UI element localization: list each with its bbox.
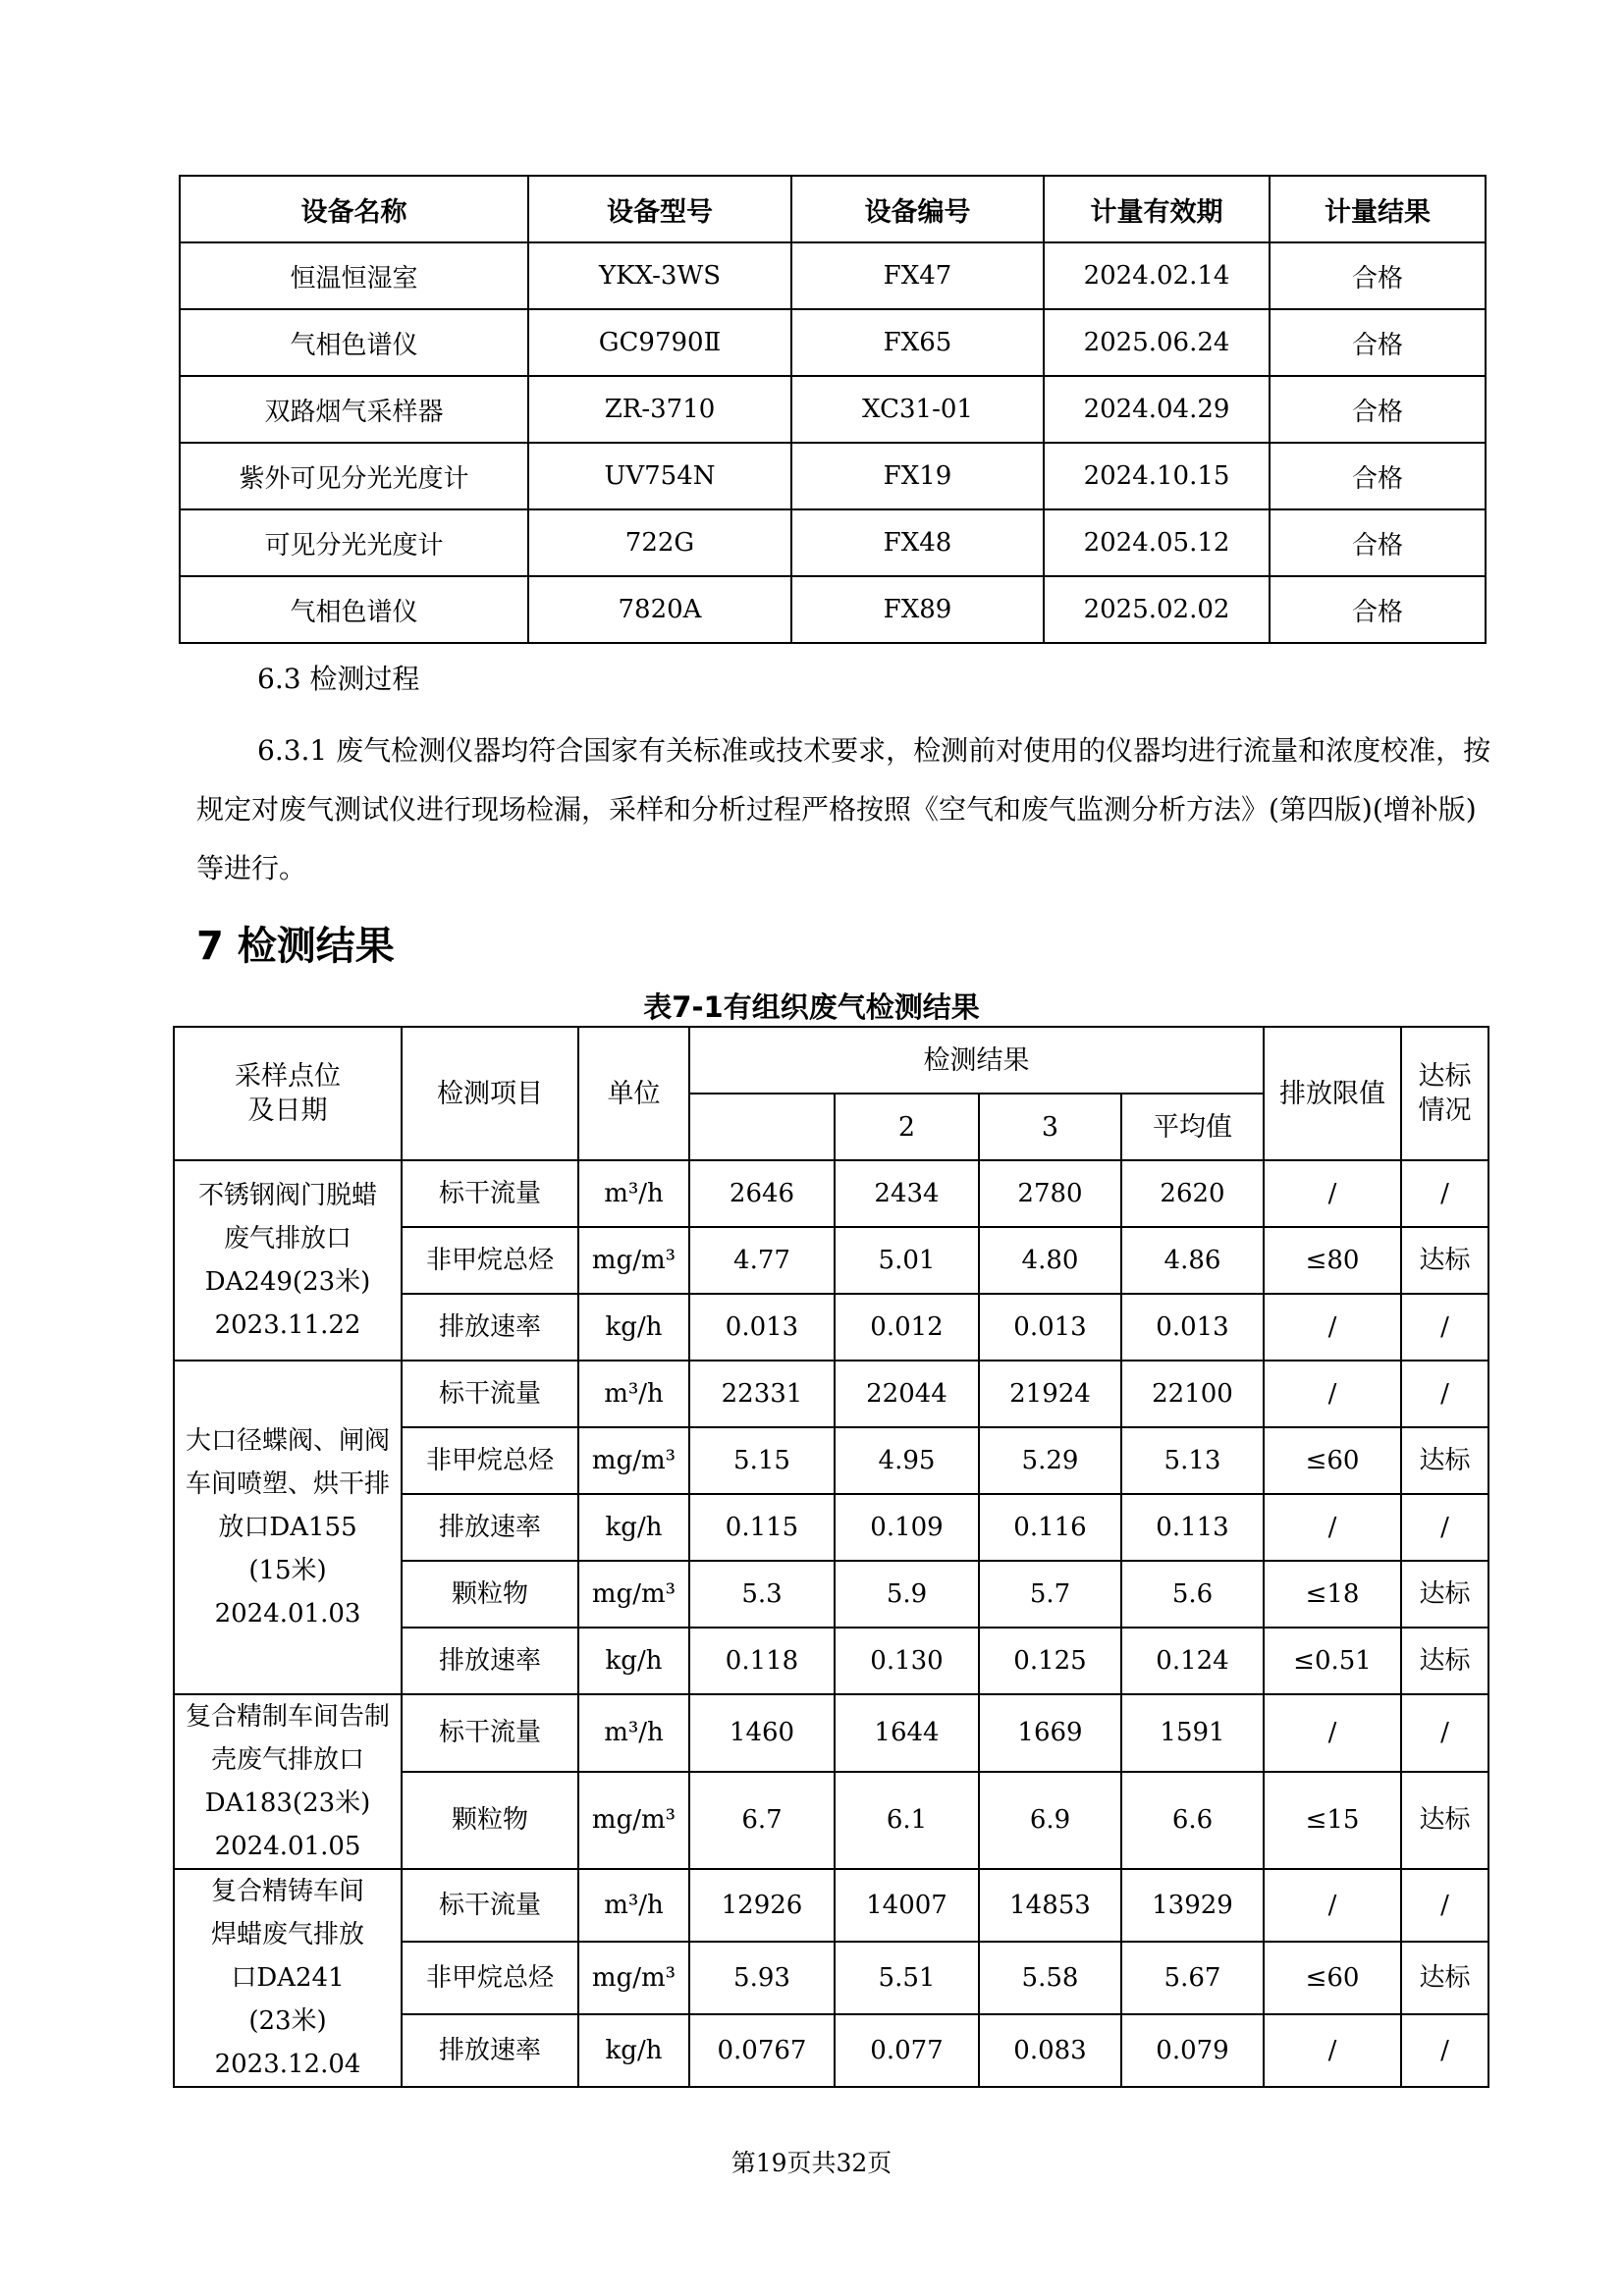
- result-cell: 2434: [835, 1160, 979, 1227]
- result-cell: 6.9: [979, 1772, 1121, 1869]
- item-cell: 标干流量: [402, 1361, 578, 1427]
- result-cell: 2646: [689, 1160, 835, 1227]
- col-header-item: 检测项目: [402, 1027, 578, 1160]
- unit-cell: mg/m³: [578, 1772, 689, 1869]
- sampling-site-line: 2023.12.04: [214, 2050, 361, 2079]
- result-cell: 1644: [835, 1694, 979, 1772]
- result-cell: 21924: [979, 1361, 1121, 1427]
- result-row: [174, 1869, 1488, 1942]
- item-cell: 排放速率: [402, 1494, 578, 1561]
- result-cell: 5.9: [835, 1561, 979, 1628]
- col-header-status: [1401, 1027, 1488, 1160]
- result-cell: 0.013: [979, 1294, 1121, 1361]
- sampling-site-cell: [174, 1869, 402, 2087]
- result-cell: 0.115: [689, 1494, 835, 1561]
- result-cell: 0.125: [979, 1628, 1121, 1694]
- equipment-cell: 2024.02.14: [1044, 242, 1270, 309]
- sampling-site-line: 车间喷塑、烘干排: [185, 1469, 390, 1499]
- result-table-body: [174, 1160, 1488, 2087]
- col-header-calibration-result: 计量结果: [1270, 176, 1486, 242]
- equipment-cell: 合格: [1270, 576, 1486, 643]
- unit-cell: kg/h: [578, 2014, 689, 2087]
- limit-cell: ≤80: [1264, 1227, 1401, 1294]
- col-header-calibration-validity: 计量有效期: [1044, 176, 1270, 242]
- result-row: [174, 1160, 1488, 1227]
- col-header-device-name: 设备名称: [180, 176, 528, 242]
- limit-cell: ≤60: [1264, 1942, 1401, 2014]
- equipment-cell: 恒温恒湿室: [180, 242, 528, 309]
- equipment-cell: 合格: [1270, 509, 1486, 576]
- result-cell: 14007: [835, 1869, 979, 1942]
- equipment-header-row: [180, 176, 1486, 242]
- limit-cell: /: [1264, 1160, 1401, 1227]
- result-cell: 0.118: [689, 1628, 835, 1694]
- result-cell: 0.0767: [689, 2014, 835, 2087]
- status-cell: 达标: [1401, 1772, 1488, 1869]
- average-cell: 0.113: [1121, 1494, 1264, 1561]
- result-header-row-1: [174, 1027, 1488, 1094]
- result-cell: 0.116: [979, 1494, 1121, 1561]
- result-table-title: 表7-1有组织废气检测结果: [643, 990, 980, 1024]
- equipment-cell: GC9790Ⅱ: [528, 309, 791, 376]
- equipment-cell: 双路烟气采样器: [180, 376, 528, 443]
- result-cell: 22044: [835, 1361, 979, 1427]
- page-footer: 第19页共32页: [730, 2149, 893, 2177]
- sampling-site-line: 壳废气排放口: [210, 1745, 364, 1775]
- result-cell: 4.77: [689, 1227, 835, 1294]
- average-cell: 5.6: [1121, 1561, 1264, 1628]
- unit-cell: mg/m³: [578, 1227, 689, 1294]
- item-cell: 标干流量: [402, 1694, 578, 1772]
- result-cell: 4.80: [979, 1227, 1121, 1294]
- equipment-cell: 气相色谱仪: [180, 309, 528, 376]
- item-cell: 非甲烷总烃: [402, 1227, 578, 1294]
- result-cell: 22331: [689, 1361, 835, 1427]
- unit-cell: mg/m³: [578, 1561, 689, 1628]
- equipment-cell: 合格: [1270, 242, 1486, 309]
- sampling-site-line: DA249(23米): [204, 1267, 371, 1297]
- result-cell: 0.077: [835, 2014, 979, 2087]
- equipment-cell: 7820A: [528, 576, 791, 643]
- average-cell: 2620: [1121, 1160, 1264, 1227]
- average-cell: 6.6: [1121, 1772, 1264, 1869]
- col-header-unit: 单位: [578, 1027, 689, 1160]
- status-cell: /: [1401, 2014, 1488, 2087]
- status-cell: 达标: [1401, 1561, 1488, 1628]
- equipment-row: [180, 376, 1486, 443]
- status-cell: 达标: [1401, 1942, 1488, 2014]
- item-cell: 排放速率: [402, 1294, 578, 1361]
- equipment-row: [180, 443, 1486, 509]
- limit-cell: ≤60: [1264, 1427, 1401, 1494]
- result-cell: 6.7: [689, 1772, 835, 1869]
- col-header-device-number: 设备编号: [791, 176, 1044, 242]
- limit-cell: /: [1264, 1294, 1401, 1361]
- limit-cell: ≤0.51: [1264, 1628, 1401, 1694]
- section-paragraph-text: 6.3.1 废气检测仪器均符合国家有关标准或技术要求，检测前对使用的仪器均进行流量和浓度校准，按规定对废气测试仪进行现场检漏，采样和分析过程严格按照《空气和废气监测分析方法》(第四版)(增补版)等进行。: [196, 734, 1491, 884]
- equipment-cell: YKX-3WS: [528, 242, 791, 309]
- result-cell: 14853: [979, 1869, 1121, 1942]
- sub-header-average: 平均值: [1121, 1094, 1264, 1160]
- result-cell: 5.3: [689, 1561, 835, 1628]
- result-cell: 1460: [689, 1694, 835, 1772]
- sampling-site-line: 废气排放口: [223, 1224, 352, 1254]
- sampling-site-line: 焊蜡废气排放: [210, 1920, 364, 1949]
- col-header-limit: 排放限值: [1264, 1027, 1401, 1160]
- section-paragraph: [196, 721, 1492, 898]
- status-cell: 达标: [1401, 1427, 1488, 1494]
- status-cell: 达标: [1401, 1227, 1488, 1294]
- equipment-row: [180, 309, 1486, 376]
- equipment-cell: FX65: [791, 309, 1044, 376]
- average-cell: 0.124: [1121, 1628, 1264, 1694]
- average-cell: 0.079: [1121, 2014, 1264, 2087]
- result-cell: 0.083: [979, 2014, 1121, 2087]
- result-cell: 5.93: [689, 1942, 835, 2014]
- result-cell: 6.1: [835, 1772, 979, 1869]
- equipment-cell: XC31-01: [791, 376, 1044, 443]
- sampling-site-line: 2024.01.03: [214, 1599, 361, 1629]
- status-cell: 达标: [1401, 1628, 1488, 1694]
- result-cell: 5.29: [979, 1427, 1121, 1494]
- status-cell: /: [1401, 1494, 1488, 1561]
- item-cell: 颗粒物: [402, 1772, 578, 1869]
- result-cell: 5.58: [979, 1942, 1121, 2014]
- result-cell: 0.130: [835, 1628, 979, 1694]
- result-cell: 5.51: [835, 1942, 979, 2014]
- sampling-site-line: 大口径蝶阀、闸阀: [185, 1426, 390, 1456]
- equipment-cell: 2024.10.15: [1044, 443, 1270, 509]
- limit-cell: /: [1264, 1494, 1401, 1561]
- item-cell: 排放速率: [402, 1628, 578, 1694]
- status-cell: /: [1401, 1694, 1488, 1772]
- unit-cell: kg/h: [578, 1294, 689, 1361]
- unit-cell: mg/m³: [578, 1942, 689, 2014]
- limit-cell: /: [1264, 2014, 1401, 2087]
- unit-cell: kg/h: [578, 1494, 689, 1561]
- unit-cell: mg/m³: [578, 1427, 689, 1494]
- unit-cell: kg/h: [578, 1628, 689, 1694]
- equipment-cell: 2025.06.24: [1044, 309, 1270, 376]
- result-cell: 0.012: [835, 1294, 979, 1361]
- limit-cell: /: [1264, 1361, 1401, 1427]
- sampling-site-line: (23米): [248, 2006, 327, 2036]
- equipment-cell: FX19: [791, 443, 1044, 509]
- average-cell: 22100: [1121, 1361, 1264, 1427]
- sampling-site-line: 放口DA155: [218, 1513, 357, 1542]
- unit-cell: m³/h: [578, 1694, 689, 1772]
- sub-header-2: 2: [835, 1094, 979, 1160]
- chapter-heading-7: 7 检测结果: [196, 924, 395, 969]
- equipment-cell: 合格: [1270, 376, 1486, 443]
- unit-cell: m³/h: [578, 1869, 689, 1942]
- item-cell: 非甲烷总烃: [402, 1942, 578, 2014]
- average-cell: 4.86: [1121, 1227, 1264, 1294]
- sub-header-3: 3: [979, 1094, 1121, 1160]
- status-cell: /: [1401, 1294, 1488, 1361]
- result-cell: 12926: [689, 1869, 835, 1942]
- equipment-cell: 紫外可见分光光度计: [180, 443, 528, 509]
- result-cell: 0.013: [689, 1294, 835, 1361]
- equipment-cell: 2024.05.12: [1044, 509, 1270, 576]
- equipment-row: [180, 576, 1486, 643]
- equipment-cell: 2025.02.02: [1044, 576, 1270, 643]
- unit-cell: m³/h: [578, 1361, 689, 1427]
- limit-cell: /: [1264, 1869, 1401, 1942]
- status-cell: /: [1401, 1869, 1488, 1942]
- status-header-line-1: 达标: [1418, 1061, 1472, 1092]
- status-cell: /: [1401, 1160, 1488, 1227]
- sub-header-1: [689, 1094, 835, 1160]
- sampling-site-cell: [174, 1160, 402, 1361]
- equipment-cell: UV754N: [528, 443, 791, 509]
- sampling-site-line: 不锈钢阀门脱蜡: [197, 1181, 377, 1210]
- site-header-line-1: 采样点位: [235, 1061, 341, 1092]
- equipment-cell: FX48: [791, 509, 1044, 576]
- average-cell: 5.67: [1121, 1942, 1264, 2014]
- unit-cell: m³/h: [578, 1160, 689, 1227]
- col-header-site: [174, 1027, 402, 1160]
- equipment-table-body: [180, 242, 1486, 643]
- result-cell: 0.109: [835, 1494, 979, 1561]
- sampling-site-cell: [174, 1361, 402, 1694]
- equipment-row: [180, 509, 1486, 576]
- sampling-site-line: DA183(23米): [204, 1789, 371, 1818]
- item-cell: 非甲烷总烃: [402, 1427, 578, 1494]
- equipment-row: [180, 242, 1486, 309]
- equipment-cell: 可见分光光度计: [180, 509, 528, 576]
- sampling-site-line: 口DA241: [231, 1963, 345, 1993]
- result-table: [173, 1026, 1489, 2088]
- result-row: [174, 1694, 1488, 1772]
- limit-cell: ≤18: [1264, 1561, 1401, 1628]
- limit-cell: /: [1264, 1694, 1401, 1772]
- average-cell: 13929: [1121, 1869, 1264, 1942]
- col-header-device-model: 设备型号: [528, 176, 791, 242]
- col-header-results: 检测结果: [689, 1027, 1264, 1094]
- result-cell: 4.95: [835, 1427, 979, 1494]
- result-cell: 2780: [979, 1160, 1121, 1227]
- equipment-cell: 合格: [1270, 443, 1486, 509]
- item-cell: 排放速率: [402, 2014, 578, 2087]
- equipment-table: [179, 175, 1487, 644]
- equipment-cell: FX47: [791, 242, 1044, 309]
- item-cell: 标干流量: [402, 1160, 578, 1227]
- sampling-site-line: 复合精铸车间: [210, 1877, 364, 1906]
- equipment-cell: 722G: [528, 509, 791, 576]
- average-cell: 0.013: [1121, 1294, 1264, 1361]
- equipment-cell: 气相色谱仪: [180, 576, 528, 643]
- status-cell: /: [1401, 1361, 1488, 1427]
- sampling-site-cell: [174, 1694, 402, 1869]
- item-cell: 标干流量: [402, 1869, 578, 1942]
- item-cell: 颗粒物: [402, 1561, 578, 1628]
- sampling-site-line: 2024.01.05: [214, 1832, 361, 1861]
- equipment-cell: 合格: [1270, 309, 1486, 376]
- equipment-cell: ZR-3710: [528, 376, 791, 443]
- section-heading-6-3: 6.3 检测过程: [257, 663, 420, 695]
- site-header-line-2: 及日期: [247, 1095, 328, 1126]
- sampling-site-line: (15米): [248, 1556, 327, 1585]
- average-cell: 1591: [1121, 1694, 1264, 1772]
- limit-cell: ≤15: [1264, 1772, 1401, 1869]
- result-cell: 5.7: [979, 1561, 1121, 1628]
- result-row: [174, 1361, 1488, 1427]
- equipment-cell: FX89: [791, 576, 1044, 643]
- result-cell: 5.15: [689, 1427, 835, 1494]
- average-cell: 5.13: [1121, 1427, 1264, 1494]
- result-cell: 1669: [979, 1694, 1121, 1772]
- sampling-site-line: 2023.11.22: [214, 1310, 361, 1340]
- equipment-cell: 2024.04.29: [1044, 376, 1270, 443]
- sampling-site-line: 复合精制车间告制: [185, 1702, 390, 1732]
- status-header-line-2: 情况: [1418, 1095, 1472, 1126]
- result-cell: 5.01: [835, 1227, 979, 1294]
